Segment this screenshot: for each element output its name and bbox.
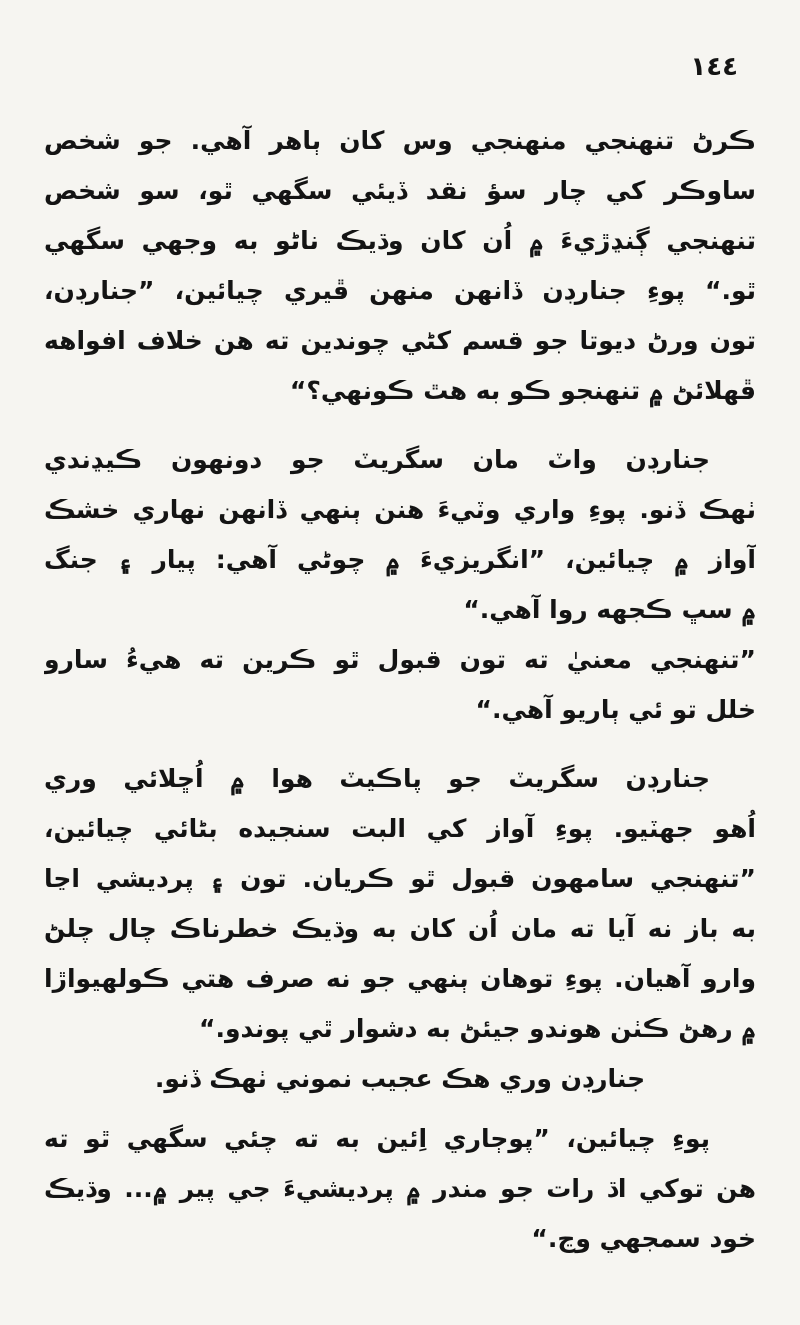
paragraph [44,754,756,1054]
paragraph [44,435,756,635]
text-line: ڦهلائڻ ۾ تنهنجو ڪو به هٿ ڪونهي؟“ [289,376,756,405]
text-line: به باز نه آيا ته مان اُن کان به وڌيڪ خطرناڪ چال چلڻ [44,914,756,943]
text-line: خلل تو ئي ٻاريو آهي.“ [475,695,756,724]
page-body [44,116,756,1264]
paragraph [44,116,756,416]
text-line: جنارڊن واٽ مان سگريٽ جو دونهون ڪيڍندي [44,445,710,474]
text-line: پوءِ چيائين، ”پوڄاري اِئين به ته چئي سگهي ٿو ته [44,1124,710,1153]
text-line: ٿو.“ پوءِ جنارڊن ڏانهن منهن ڦيري چيائين، ”جنارڊن، [44,276,756,305]
text-line: آواز ۾ چيائين، ”انگريزيءَ ۾ چوڻي آهي: پيار ۽ جنگ [44,545,756,574]
text-line: ۾ رهڻ ڪٺن هوندو جيئڻ به دشوار ٿي پوندو.“ [199,1014,756,1043]
paragraph [44,635,756,735]
text-line: تون ورڻ ديوتا جو قسم کڻي چوندين ته هن خلاف افواهه [44,326,756,355]
text-line: ساوڪر کي چار سؤ نقد ڏيئي سگهي ٿو، سو شخص [44,176,756,205]
text-line: ڪرڻ تنهنجي منهنجي وس کان ٻاهر آهي. جو شخص [44,126,756,155]
text-line: وارو آهيان. پوءِ توهان ٻنهي جو نه صرف هتي ڪولهيواڙا [44,964,756,993]
paragraph [44,1054,756,1104]
paragraph [44,1114,756,1264]
page-number: ١٤٤ [690,52,738,82]
text-line: ”تنهنجي سامهون قبول ٿو ڪريان. تون ۽ پرديشي اڃا [44,864,756,893]
text-line: جنارڊن سگريٽ جو پاڪيٽ هوا ۾ اُڇلائي وري [44,764,710,793]
text-line: اُهو جهٽيو. پوءِ آواز کي البت سنجيده بڻائي چيائين، [44,814,756,843]
text-line: ۾ سڀ ڪجهه روا آهي.“ [463,595,756,624]
text-line: خود سمجهي وڃ.“ [531,1224,756,1253]
text-line: جنارڊن وري هڪ عجيب نموني ٺهڪ ڏنو. [154,1064,646,1093]
text-line: ٺهڪ ڏنو. پوءِ واري وٽيءَ هنن ٻنهي ڏانهن نهاري خشڪ [44,495,756,524]
text-line: تنهنجي ڳنڍڙيءَ ۾ اُن کان وڌيڪ ناڻو به وجهي سگهي [44,226,756,255]
text-line: هن توکي اڌ رات جو مندر ۾ پرديشيءَ جي پير ۾... وڌيڪ [44,1174,756,1203]
text-line: ”تنهنجي معنيٰ ته تون قبول ٿو ڪرين ته هيءُ سارو [44,645,756,674]
